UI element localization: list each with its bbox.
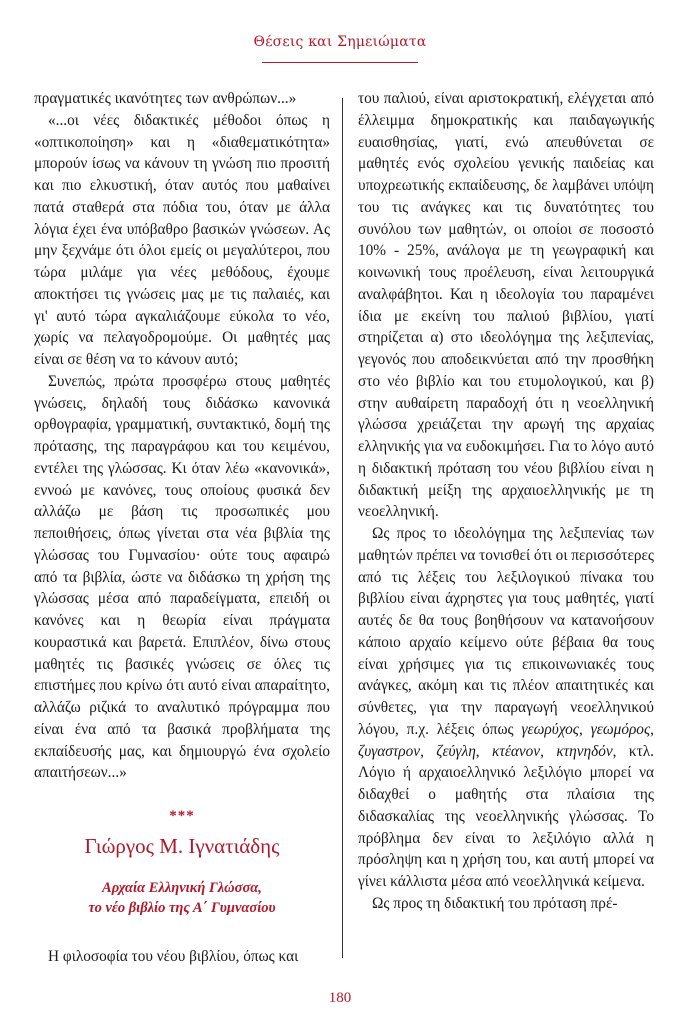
left-paragraph-3: Συνεπώς, πρώτα προσφέρω στους μαθητές γνώσεις, δηλαδή τους διδάσκω κανονικά ορθογραφία, γραμματική, συντακτικό, δομή της πρότασης, της παραγράφου και του κειμένου, εντέλει της γλώσσας. Κι όταν λέω «κανονικά», εννοώ με κανόνες, τους οποίους φυσικά δεν αλλάζω με βάση τις προσωπικές μου πεποιθήσεις, όπως γίνεται στα νέα βιβλία της γλώσσας του Γυμνασίου· ούτε τους αφαιρώ από τα βιβλία, ώστε να διδάσκω τη χρήση της γλώσσας μέσα από παραδείγματα, επειδή οι κανόνες και η θεωρία είναι πράγματα κουραστικά και βαρετά. Επιπλέον, δίνω στους μαθητές τις βασικές γνώσεις σε όλες τις επιστήμες που κρίνω ότι αυτό είναι απαραίτητο, αλλάζω ριζικά το αναλυτικό πρόγραμμα που είναι ένα από τα βασικά προβλήματα της εκπαίδευσής μας, και δημιουργώ ένα σχολείο απαιτήσεων...» — [34, 372, 330, 782]
example-word: ζυγαστρον — [358, 742, 421, 760]
article-author: Γιώργος Μ. Ιγνατιάδης — [84, 833, 280, 858]
section-separator: *** — [169, 808, 195, 824]
left-paragraph-2: «...οι νέες διδακτικές μέθοδοι όπως η «οπτικοποίηση» και η «διαθεματικότητα» μπορούν ίσως να κάνουν τη γνώση πιο προσιτή και πιο ελκυστική, όταν αυτός που μαθαίνει πατά σταθερά στα πόδια του, όταν με άλλα λόγια έχει ένα υπόβαθρο βασικών γνώσεων. Ας μην ξεχνάμε ότι όλοι εμείς οι μεγαλύτεροι, που τώρα μιλάμε για νέες μεθόδους, έχουμε αποκτήσει τις γνώσεις μας με τις παλαιές, και γι' αυτό τώρα αγκαλιάζουμε εύκολα το νέο, χωρίς να πελαγοδρομούμε. Οι μαθητές μας είναι σε θέση να το κάνουν αυτό; — [34, 111, 330, 368]
article-title-line-1: Αρχαία Ελληνική Γλώσσα, — [102, 879, 262, 896]
right-paragraph-1: του παλιού, είναι αριστοκρατική, ελέγχεται από έλλειμμα δημοκρατικής και παιδαγωγικής ευαισθησίας, γιατί, ενώ απευθύνεται σε μαθητές ενός σχολείου γενικής παιδείας και υποχρεωτικής εκπαίδευσης, δε λαμβάνει υπόψη του τις ανάγκες και τις δυνατότητες του συνόλου των μαθητών, οι οποίοι σε ποσοστό 10% - 25%, ανάλογα με τη γεωγραφική και κοινωνική τους προέλευση, είναι λειτουργικά αναλφάβητοι. Και η ιδεολογία του παραμένει ίδια με εκείνη του παλιού βιβλίου, γιατί στηρίζεται α) στο ιδεολόγημα της λεξιπενίας, γεγονός που αποδεικνύεται από την προσθήκη στο νέο βιβλίο και του ετυμολογικού, και β) στην αυθαίρετη παραδοχή ότι η νεοελληνική γλώσσα χρειάζεται την αρωγή της αρχαίας ελληνικής για να ευδοκιμήσει. Για το λόγο αυτό η διδακτική πρόταση του νέου βιβλίου είναι η διδακτική μείξη της αρχαιοελληνικής με τη νεοελληνική. — [358, 90, 654, 521]
example-word: γεωρύχος — [521, 720, 580, 738]
example-word: γεωμόρος — [590, 720, 651, 738]
header-underline — [262, 62, 418, 63]
right-paragraph-2: Ως προς το ιδεολόγημα της λεξιπενίας των μαθητών πρέπει να τονισθεί ότι οι περισσότερες από τις λέξεις του λεξιλογικού πίνακα του βιβλίου είναι άχρηστες για τους μαθητές, γιατί αυτές δε θα τους βοηθήσουν να κατανοήσουν κάποιο αρχαίο κείμενο ούτε βέβαια θα τους είναι χρήσιμες για τις επικοινωνιακές τους ανάγκες, ακόμη και τις πλέον απαιτητικές και σύνθετες, για την παραγωγή νεοελληνικού λόγου, π.χ. λέξεις όπως γεωρύχος, γεωμόρος, ζυγαστρον, ζεύγλη, κτέανον, κτηνηδόν, κτλ. Λόγιο ή αρχαιοελληνικό λεξιλόγιο μπορεί να διδαχθεί ο μαθητής στα πλαίσια της διδασκαλίας της νεοελληνικής γλώσσας. Το πρόβλημα δεν είναι το λεξιλόγιο αλλά η πρόσληψη και η χρήση του, και αυτή μπορεί να γίνει κάλλιστα μέσα από νεοελληνικά κείμενα. — [358, 525, 654, 890]
example-word: ζεύγλη — [436, 742, 476, 760]
right-paragraph-2-tail: κτλ. Λόγιο ή αρχαιοελληνικό λεξιλόγιο μπορεί να διδαχθεί ο μαθητής στα πλαίσια της διδασκαλίας της νεοελληνικής γλώσσας. Το πρόβλημα δεν είναι το λεξιλόγιο αλλά η πρόσληψη και η χρήση του, και αυτή μπορεί να γίνει κάλλιστα μέσα από νεοελληνικά κείμενα. — [358, 742, 654, 890]
right-paragraph-3: Ως προς τη διδακτική του πρόταση πρέ- — [372, 894, 618, 912]
left-closing-paragraph: Η φιλοσοφία του νέου βιβλίου, όπως και — [48, 947, 299, 965]
right-paragraph-2-text: Ως προς το ιδεολόγημα της λεξιπενίας των μαθητών πρέπει να τονισθεί ότι οι περισσότερες από τις λέξεις του λεξιλογικού πίνακα του βιβλίου είναι άχρηστες για τους μαθητές, γιατί αυτές δε θα τους βοηθήσουν να κατανοήσουν κάποιο αρχαίο κείμενο ούτε βέβαια θα τους είναι χρήσιμες για τις επικοινωνιακές τους ανάγκες, ακόμη και τις πλέον απαιτητικές και σύνθετες, για την παραγωγή νεοελληνικού λόγου, π.χ. λέξεις όπως — [358, 525, 654, 738]
left-paragraph-1: πραγματικές ικανότητες των ανθρώπων...» — [34, 90, 297, 107]
running-title: Θέσεις και Σημειώματα — [253, 34, 427, 50]
page-number: 180 — [328, 990, 352, 1006]
article-title — [34, 878, 330, 918]
example-word: κτέανον — [492, 742, 541, 760]
right-column — [358, 88, 654, 915]
left-column — [34, 88, 330, 968]
article-title-line-2: το νέο βιβλίο της Α΄ Γυμνασίου — [88, 899, 276, 916]
column-divider — [342, 98, 343, 958]
example-word: κτηνηδόν — [556, 742, 613, 760]
